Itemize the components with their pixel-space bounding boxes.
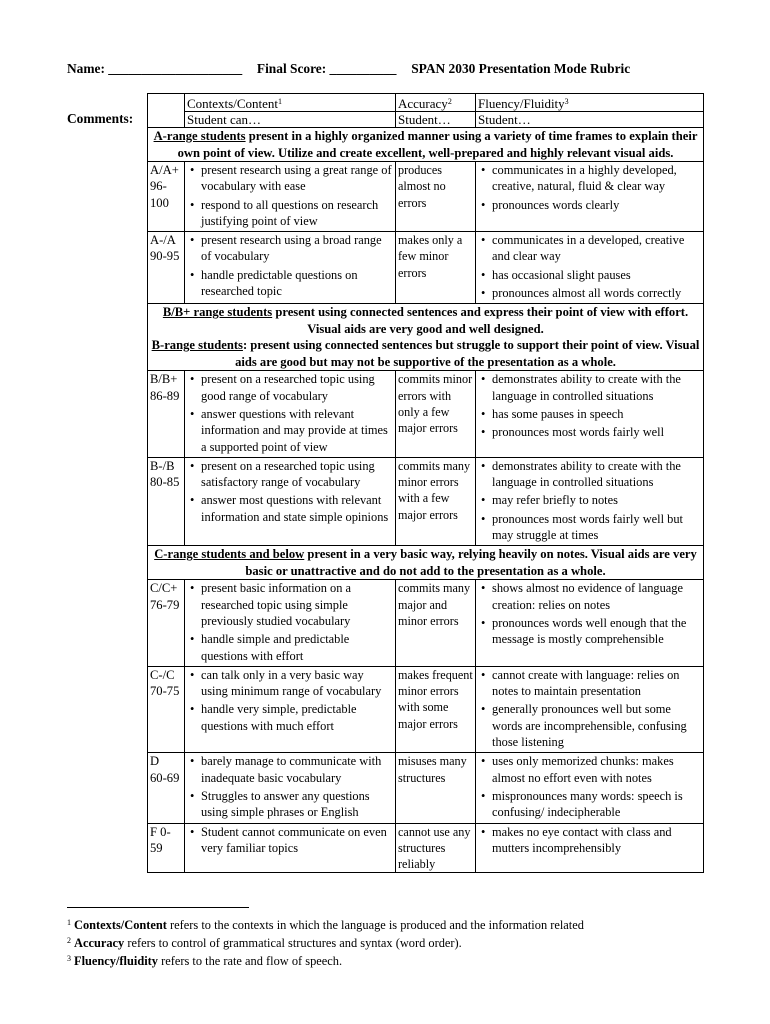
contexts-cell	[185, 232, 396, 304]
contexts-subheader: Student can…	[185, 112, 396, 128]
fluency-cell	[476, 753, 704, 823]
grade-cell: D 60-69	[148, 753, 185, 823]
accuracy-cell: makes only a few minor errors	[396, 232, 476, 304]
footnote-2: $^2$ Accuracy refers to control of grammatical structures and syntax (word order).	[67, 936, 462, 950]
bullet-list	[478, 753, 701, 820]
bullet-list	[478, 458, 701, 543]
fluency-cell	[476, 580, 704, 666]
list-item: • demonstrates ability to create with the language in controlled situations	[478, 371, 701, 404]
bullet-list	[478, 232, 701, 301]
rubric-row-c-plus	[148, 580, 704, 666]
footnote-divider	[67, 907, 249, 908]
grade-cell: A/A+ 96- 100	[148, 162, 185, 232]
bullet-list	[187, 162, 393, 229]
rubric-table	[147, 93, 704, 873]
bullet-list	[478, 580, 701, 647]
list-item: • handle simple and predictable questions with effort	[187, 631, 393, 664]
list-item: • present basic information on a researched topic using simple previously studied vocabulary	[187, 580, 393, 629]
fluency-cell	[476, 457, 704, 545]
grade-cell: C/C+ 76-79	[148, 580, 185, 666]
list-item: • Student cannot communicate on even very familiar topics	[187, 824, 393, 857]
bullet-list	[187, 371, 393, 454]
list-item: • handle predictable questions on researched topic	[187, 267, 393, 300]
fluency-cell	[476, 162, 704, 232]
list-item: • may refer briefly to notes	[478, 492, 701, 508]
grade-cell: A-/A 90-95	[148, 232, 185, 304]
rubric-row-d	[148, 753, 704, 823]
rubric-row-b-plus	[148, 371, 704, 457]
list-item: • generally pronounces well but some words are incomprehensible, confusing those listening	[478, 701, 701, 750]
name-field-label: Name: ____________________	[67, 61, 243, 76]
accuracy-cell: cannot use any structures reliably	[396, 823, 476, 873]
list-item: • pronounces almost all words correctly	[478, 285, 701, 301]
accuracy-cell: makes frequent minor errors with some major errors	[396, 666, 476, 752]
list-item: • uses only memorized chunks: makes almost no effort even with notes	[478, 753, 701, 786]
contexts-cell	[185, 666, 396, 752]
final-score-label: Final Score: __________	[256, 61, 397, 76]
grade-cell: B-/B 80-85	[148, 457, 185, 545]
bullet-list	[187, 580, 393, 663]
accuracy-cell: commits minor errors with only a few major errors	[396, 371, 476, 457]
list-item: • has some pauses in speech	[478, 406, 701, 422]
bullet-list	[187, 458, 393, 525]
list-item: • barely manage to communicate with inadequate basic vocabulary	[187, 753, 393, 786]
accuracy-cell: commits many minor errors with a few major errors	[396, 457, 476, 545]
list-item: • shows almost no evidence of language creation: relies on notes	[478, 580, 701, 613]
list-item: • makes no eye contact with class and mutters incomprehensibly	[478, 824, 701, 857]
grade-cell: C-/C 70-75	[148, 666, 185, 752]
list-item: • pronounces most words fairly well but may struggle at times	[478, 511, 701, 544]
bullet-list	[187, 232, 393, 299]
list-item: • pronounces most words fairly well	[478, 424, 701, 440]
list-item: • demonstrates ability to create with the language in controlled situations	[478, 458, 701, 491]
list-item: • answer most questions with relevant information and state simple opinions	[187, 492, 393, 525]
a-range-description: A-range students present in a highly organized manner using a variety of time frames to explain their own point of view. Utilize and create excellent, well-prepared and highly relevant visual aids.	[148, 128, 704, 162]
rubric-row-f	[148, 823, 704, 873]
bullet-list	[478, 371, 701, 440]
list-item: • handle very simple, predictable questions with much effort	[187, 701, 393, 734]
rubric-row-c-minus	[148, 666, 704, 752]
accuracy-cell: misuses many structures	[396, 753, 476, 823]
contexts-cell	[185, 371, 396, 457]
contexts-header: Contexts/Content$^1$	[185, 94, 396, 112]
fluency-cell	[476, 371, 704, 457]
rubric-row-a-plus	[148, 162, 704, 232]
list-item: • pronounces words clearly	[478, 197, 701, 213]
list-item: • communicates in a highly developed, creative, natural, fluid & clear way	[478, 162, 701, 195]
list-item: • cannot create with language: relies on notes to maintain presentation	[478, 667, 701, 700]
bullet-list	[478, 162, 701, 213]
grade-cell: F 0-59	[148, 823, 185, 873]
list-item: • respond to all questions on research justifying point of view	[187, 197, 393, 230]
contexts-cell	[185, 823, 396, 873]
column-header-row	[148, 94, 704, 112]
a-range-band-row	[148, 128, 704, 162]
comments-label: Comments:	[67, 111, 134, 126]
accuracy-header: Accuracy$^2$	[396, 94, 476, 112]
bullet-list	[187, 667, 393, 734]
document-header	[67, 61, 727, 77]
accuracy-cell: produces almost no errors	[396, 162, 476, 232]
c-range-description: C-range students and below present in a very basic way, relying heavily on notes. Visual aids are very basic or unattractive and do not add to the presentation as a whole.	[148, 546, 704, 580]
grade-header-cell	[148, 94, 185, 128]
fluency-cell	[476, 823, 704, 873]
rubric-title: SPAN 2030 Presentation Mode Rubric	[411, 61, 631, 76]
grade-cell: B/B+ 86-89	[148, 371, 185, 457]
column-subheader-row	[148, 112, 704, 128]
bullet-list	[478, 824, 701, 857]
fluency-subheader: Student…	[476, 112, 704, 128]
footnotes	[67, 915, 727, 969]
list-item: • can talk only in a very basic way using minimum range of vocabulary	[187, 667, 393, 700]
accuracy-subheader: Student…	[396, 112, 476, 128]
contexts-cell	[185, 457, 396, 545]
accuracy-cell: commits many major and minor errors	[396, 580, 476, 666]
contexts-cell	[185, 753, 396, 823]
list-item: • mispronounces many words: speech is confusing/ indecipherable	[478, 788, 701, 821]
fluency-header: Fluency/Fluidity$^3$	[476, 94, 704, 112]
c-range-band-row	[148, 546, 704, 580]
list-item: • present on a researched topic using satisfactory range of vocabulary	[187, 458, 393, 491]
bullet-list	[187, 753, 393, 820]
list-item: • answer questions with relevant information and may provide at times a supported point of view	[187, 406, 393, 455]
bullet-list	[187, 824, 393, 857]
list-item: • present on a researched topic using good range of vocabulary	[187, 371, 393, 404]
fluency-cell	[476, 666, 704, 752]
b-range-description: B/B+ range students present using connected sentences and express their point of view with effort. Visual aids are very good and well designed. B-range students: present using connected sentences but struggle to support their point of view. Visual aids are good but may not be supportive of the presentation as a whole.	[148, 304, 704, 371]
b-range-band-row	[148, 304, 704, 371]
footnote-3: $^3$ Fluency/fluidity refers to the rate and flow of speech.	[67, 954, 343, 968]
list-item: • present research using a great range of vocabulary with ease	[187, 162, 393, 195]
contexts-cell	[185, 580, 396, 666]
list-item: • communicates in a developed, creative and clear way	[478, 232, 701, 265]
list-item: • has occasional slight pauses	[478, 267, 701, 283]
fluency-cell	[476, 232, 704, 304]
footnote-1: $^1$ Contexts/Content refers to the contexts in which the language is produced and the information related	[67, 918, 584, 932]
list-item: • present research using a broad range of vocabulary	[187, 232, 393, 265]
bullet-list	[478, 667, 701, 750]
rubric-row-a-minus	[148, 232, 704, 304]
list-item: • pronounces words well enough that the message is mostly comprehensible	[478, 615, 701, 648]
rubric-row-b-minus	[148, 457, 704, 545]
list-item: • Struggles to answer any questions using simple phrases or English	[187, 788, 393, 821]
contexts-cell	[185, 162, 396, 232]
